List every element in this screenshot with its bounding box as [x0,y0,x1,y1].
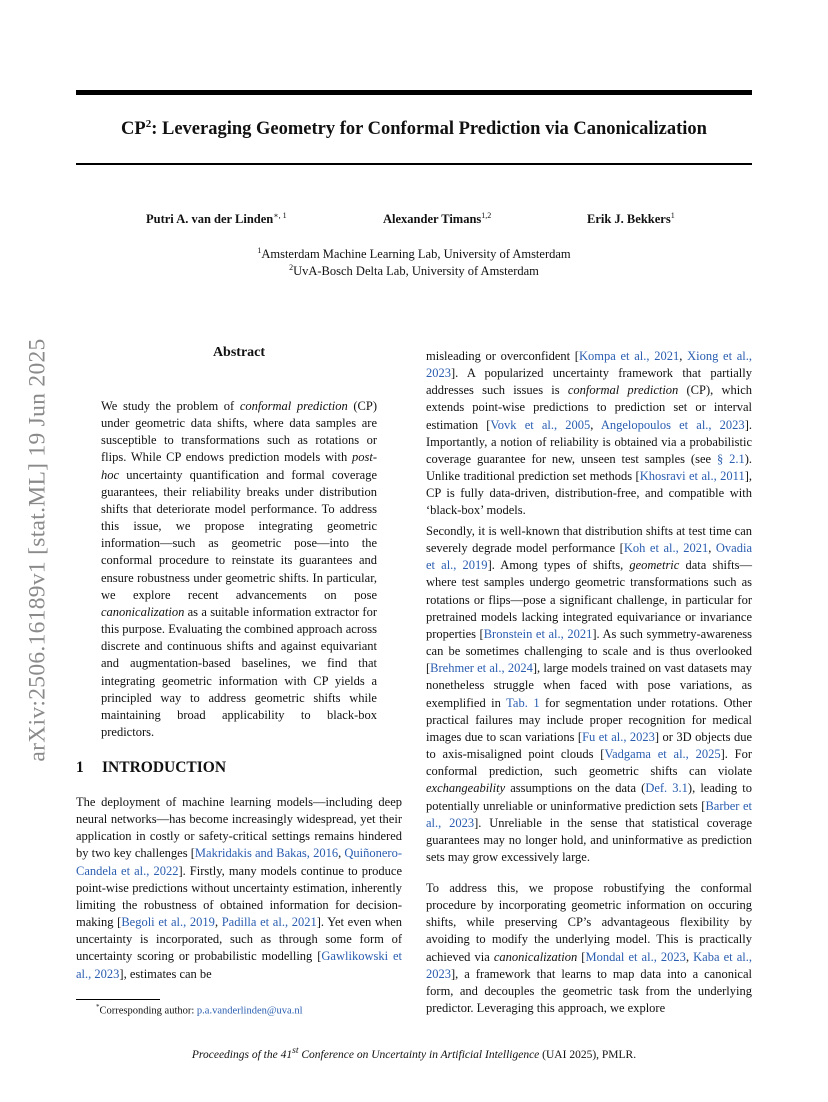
citation-link[interactable]: Begoli et al., 2019 [121,915,215,930]
citation-link[interactable]: Bronstein et al., 2021 [483,626,593,641]
definition-reference-link[interactable]: Def. 3.1 [645,781,688,796]
affiliation-text: UvA-Bosch Delta Lab, University of Amsterdam [293,264,539,279]
email-link[interactable]: p.a.vanderlinden@uva.nl [196,1005,303,1017]
title-top-rule [76,90,752,95]
title-bottom-rule [76,163,752,165]
section-number: 1 [76,759,84,776]
citation-link[interactable]: Ovadia et al., 2019 [426,541,753,573]
title-superscript: 2 [145,118,152,130]
author-2 [383,211,491,227]
abstract-body: We study the problem of conformal prediction (CP) under geometric data shifts, where data samples are susceptible to transformations such as rotations or flips. While CP endows prediction models with post-hoc uncertainty quantification and formal coverage guarantees, their reliability breaks under distribution shifts that deteriorate model performance. To address this issue, we propose integrating geometric information—such as geometric pose—into the conformal procedure to reinstate its guarantees and ensure robustness under geometric shifts. In particular, we explore recent advancements on pose canonicalization as a suitable information extractor for this purpose. Evaluating the combined approach across discrete and continuous shifts and against equivariant and augmentation-based baselines, we find that integrating geometric information with CP yields a principled way to address geometric shifts while maintaining broad applicability to black-box predictors. [101,399,377,739]
arxiv-sidebar [0,0,60,1102]
table-reference-link[interactable]: Tab. 1 [506,695,540,710]
title-main: CP [121,119,146,140]
author-affil-mark: 1,2 [481,211,492,220]
citation-link[interactable]: Xiong et al., 2023 [426,349,753,381]
arxiv-stamp: arXiv:2506.16189v1 [stat.ML] 19 Jun 2025 [24,338,51,762]
author-3 [587,211,675,227]
author-1 [146,211,287,227]
citation-link[interactable]: Angelopoulos et al., 2023 [600,417,745,432]
intro-paragraph-4: To address this, we propose robustifying the conformal procedure by incorporating geometric information on occuring shifts, while preserving CP’s advantageous flexibility by avoiding to modify the underlying model. This is practically achieved via canonicalization [Mondal et al., 2023, Kaba et al., 2023], a framework that learns to map data into a canonical form, and decouples the geometric task from the underlying predictor. Leveraging this approach, we explore [426,881,753,1016]
author-affil-mark: 1 [670,211,675,220]
footnote-mark: * [96,1003,100,1011]
footnote-rule [76,999,160,1000]
affiliation-mark: 1 [257,246,262,255]
citation-link[interactable]: Mondal et al., 2023 [585,949,686,964]
affiliation-2 [76,263,752,279]
affiliation-mark: 2 [289,263,294,272]
author-name: Alexander Timans [383,212,482,227]
paper-title [76,118,752,140]
citation-link[interactable]: Quiñonero-Candela et al., 2022 [76,846,402,878]
citation-link[interactable]: Vadgama et al., 2025 [604,747,721,762]
author-affil-mark: ∗, 1 [273,211,287,220]
affiliation-text: Amsterdam Machine Learning Lab, University of Amsterdam [261,247,571,262]
citation-link[interactable]: Kaba et al., 2023 [426,949,753,981]
abstract-heading: Abstract [212,345,266,360]
citation-link[interactable]: Koh et al., 2021 [623,541,709,556]
section-heading-introduction [76,759,226,777]
citation-link[interactable]: Vovk et al., 2005 [490,417,591,432]
section-title: INTRODUCTION [102,759,227,776]
citation-link[interactable]: Brehmer et al., 2024 [430,661,533,676]
corresponding-author-footnote [96,1003,303,1017]
citation-link[interactable]: Fu et al., 2023 [582,729,655,744]
citation-link[interactable]: Khosravi et al., 2011 [639,469,745,484]
intro-paragraph-2: misleading or overconfident [Kompa et al., 2021, Xiong et al., 2023]. A popularized uncertainty framework that partially addresses such issues is conformal prediction (CP), which extends point-wise predictions to prediction set or interval estimation [Vovk et al., 2005, Angelopoulos et al., 2023]. Importantly, a notion of reliability is obtained via a probabilistic coverage guarantee for new, unseen test samples (see § 2.1). Unlike traditional prediction set methods [Khosravi et al., 2011], CP is fully data-driven, distribution-free, and compatible with ‘black-box’ models. [426,349,753,518]
footnote-label: Corresponding author: [99,1005,197,1017]
author-name: Erik J. Bekkers [587,212,671,227]
citation-link[interactable]: Barber et al., 2023 [426,798,752,830]
intro-paragraph-1: The deployment of machine learning models—including deep neural networks—has become increasingly widespread, yet their application in costly or safety-critical settings remains hindered by two key challenges [Makridakis and Bakas, 2016, Quiñonero-Candela et al., 2022]. Firstly, many models continue to produce point-wise predictions without uncertainty estimation, inherently limiting the robustness of obtained information for decision-making [Begoli et al., 2019, Padilla et al., 2021]. Yet even when uncertainty is incorporated, such as through some form of uncertainty scoring or probabilistic modelling [Gawlikowski et al., 2023], estimates can be [76,795,403,981]
citation-link[interactable]: Gawlikowski et al., 2023 [76,949,402,981]
citation-link[interactable]: Padilla et al., 2021 [221,915,317,930]
section-reference-link[interactable]: § 2.1 [716,451,745,466]
affiliation-1 [76,246,752,262]
citation-link[interactable]: Makridakis and Bakas, 2016 [194,846,339,861]
author-name: Putri A. van der Linden [146,212,274,227]
proceedings-footer: Proceedings of the 41st Conference on Uncertainty in Artificial Intelligence (UAI 2025), PMLR. [191,1045,637,1061]
intro-paragraph-3: Secondly, it is well-known that distribution shifts at test time can severely degrade model performance [Koh et al., 2021, Ovadia et al., 2019]. Among types of shifts, geometric data shifts—where test samples undergo geometric transformations such as rotations or flips—pose a significant challenge, in particular for pretrained models lacking integrated equivariance or invariance properties [Bronstein et al., 2021]. As such symmetry-awareness can be sometimes challenging to scale and is thus overlooked [Brehmer et al., 2024], large models trained on vast datasets may nonetheless struggle when faced with pose variations, as exemplified in Tab. 1 for segmentation under rotations. Other practical failures may include proper recognition for medical images due to scan variations [Fu et al., 2023] or 3D objects due to axis-misaligned point clouds [Vadgama et al., 2025]. For conformal prediction, such geometric shifts can violate exchangeability assumptions on the data (Def. 3.1), leading to potentially unreliable or uninformative prediction sets [Barber et al., 2023]. Unreliable in the sense that statistical coverage guarantees may no longer hold, and uninformative as prediction sets may grow excessively large. [426,524,753,864]
citation-link[interactable]: Kompa et al., 2021 [578,349,680,363]
title-rest: : Leveraging Geometry for Conformal Prediction via Canonicalization [151,119,707,140]
